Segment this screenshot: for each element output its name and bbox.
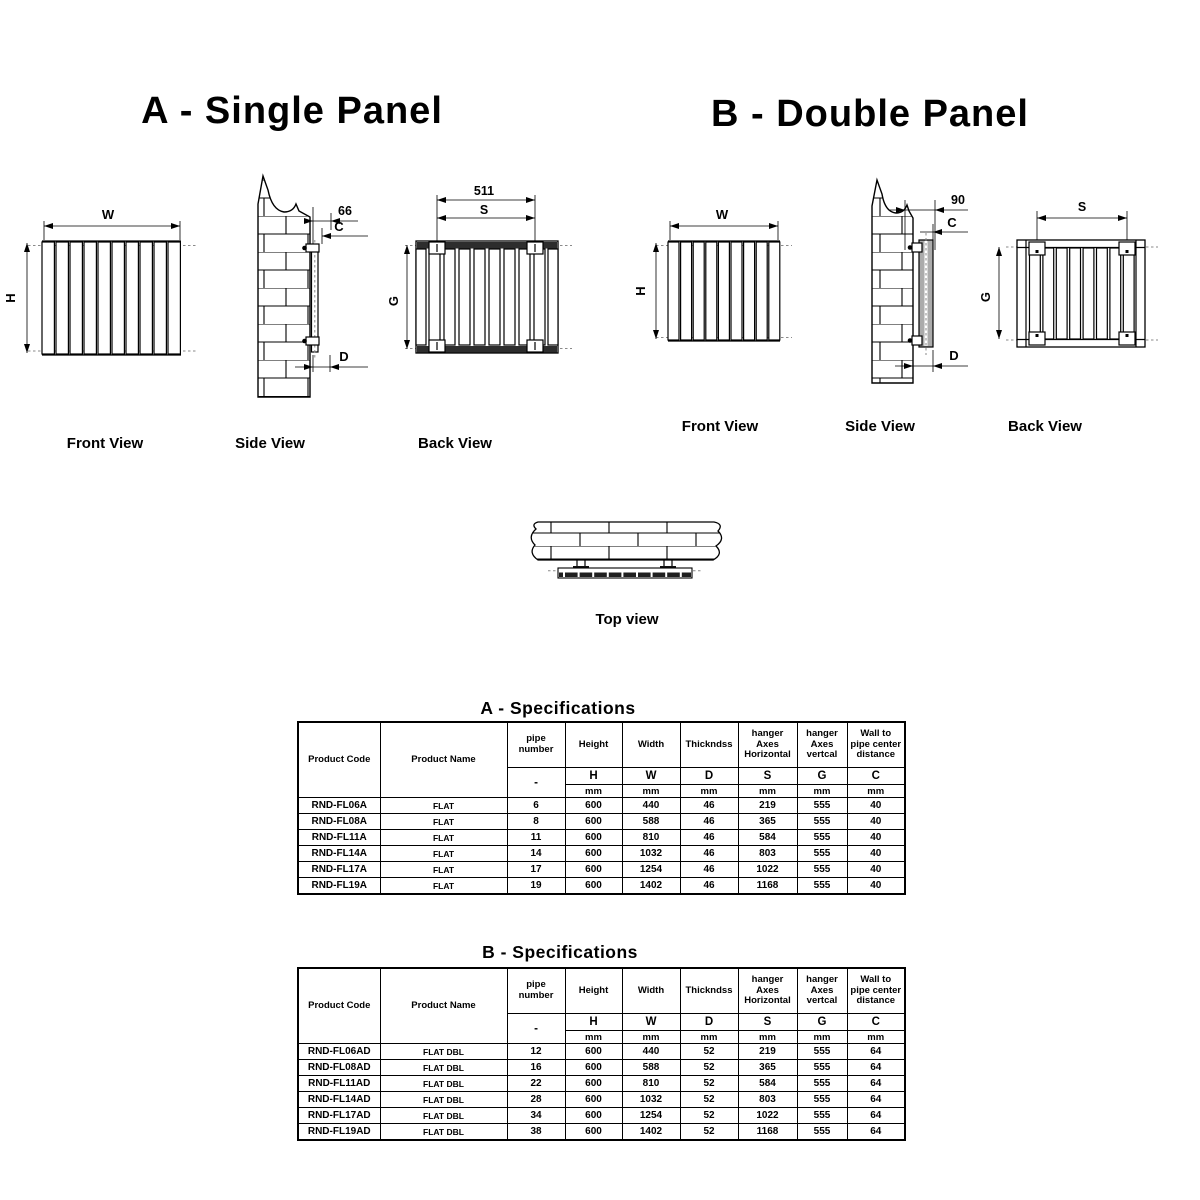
- table-cell: 40: [847, 862, 905, 878]
- dim-label-d: D: [949, 348, 959, 363]
- table-cell: RND-FL17A: [298, 862, 380, 878]
- table-cell: 52: [680, 1044, 738, 1060]
- table-cell: 1022: [738, 1108, 797, 1124]
- table-cell: 555: [797, 814, 847, 830]
- table-cell: 1254: [622, 1108, 680, 1124]
- table-cell: FLAT: [380, 814, 507, 830]
- table-cell: 600: [565, 862, 622, 878]
- table-cell: 8: [507, 814, 565, 830]
- table-cell: 28: [507, 1092, 565, 1108]
- symbol-dash: -: [507, 768, 565, 798]
- col-height: Height: [565, 722, 622, 768]
- col-thickness: Thickndss: [680, 968, 738, 1014]
- symbol-g: G: [797, 1014, 847, 1031]
- wall-section: [872, 180, 913, 383]
- unit-mm: mm: [622, 785, 680, 798]
- table-cell: 52: [680, 1108, 738, 1124]
- panel-a-back-view: [386, 184, 572, 353]
- dim-label-h: H: [3, 293, 18, 303]
- table-cell: FLAT: [380, 862, 507, 878]
- table-cell: 365: [738, 1060, 797, 1076]
- table-cell: 64: [847, 1076, 905, 1092]
- radiator-top-profile: [558, 568, 692, 578]
- spec-b-title: B - Specifications: [482, 942, 638, 962]
- table-cell: 584: [738, 1076, 797, 1092]
- table-cell: 64: [847, 1124, 905, 1141]
- table-cell: 1032: [622, 846, 680, 862]
- table-cell: 11: [507, 830, 565, 846]
- view-label-a-front: Front View: [66, 435, 144, 452]
- panel-b-front-view: [633, 207, 792, 341]
- symbol-c: C: [847, 768, 905, 785]
- table-cell: RND-FL11AD: [298, 1076, 380, 1092]
- symbol-g: G: [797, 768, 847, 785]
- table-cell: 1022: [738, 862, 797, 878]
- table-cell: 600: [565, 1060, 622, 1076]
- table-cell: 440: [622, 798, 680, 814]
- table-cell: 555: [797, 846, 847, 862]
- table-cell: FLAT: [380, 830, 507, 846]
- col-product-code: Product Code: [298, 968, 380, 1044]
- view-label-b-side: Side View: [845, 418, 915, 435]
- table-cell: 46: [680, 878, 738, 895]
- panel-a-side-view: [258, 176, 368, 397]
- symbol-d: D: [680, 768, 738, 785]
- symbol-h: H: [565, 1014, 622, 1031]
- col-height: Height: [565, 968, 622, 1014]
- col-width: Width: [622, 722, 680, 768]
- col-pipe-number: pipe number: [507, 722, 565, 768]
- table-cell: 1032: [622, 1092, 680, 1108]
- table-cell: RND-FL11A: [298, 830, 380, 846]
- table-cell: 46: [680, 814, 738, 830]
- width-dimension: [44, 207, 180, 240]
- dim-label-s: S: [1077, 200, 1087, 214]
- dim-label-c: C: [947, 215, 957, 230]
- symbol-c: C: [847, 1014, 905, 1031]
- table-cell: 600: [565, 1076, 622, 1092]
- panel-a-front-view: [3, 207, 196, 355]
- table-cell: 555: [797, 1108, 847, 1124]
- unit-mm: mm: [797, 1031, 847, 1044]
- unit-mm: mm: [738, 1031, 797, 1044]
- unit-mm: mm: [565, 785, 622, 798]
- table-cell: 34: [507, 1108, 565, 1124]
- table-cell: 22: [507, 1076, 565, 1092]
- dim-label-w: W: [101, 207, 115, 222]
- wall-center-dimension: [322, 219, 368, 244]
- table-cell: 64: [847, 1108, 905, 1124]
- table-cell: 555: [797, 1076, 847, 1092]
- table-cell: 600: [565, 846, 622, 862]
- table-cell: 52: [680, 1092, 738, 1108]
- dim-label-c: C: [334, 219, 344, 234]
- col-hanger-vertical: hanger Axes vertcal: [797, 722, 847, 768]
- table-row: [298, 1092, 905, 1108]
- width-dimension: [670, 207, 778, 240]
- table-cell: 555: [797, 1044, 847, 1060]
- col-hanger-horizontal: hanger Axes Horizontal: [738, 722, 797, 768]
- wall-section: [531, 522, 721, 560]
- table-row: [298, 814, 905, 830]
- table-cell: RND-FL06AD: [298, 1044, 380, 1060]
- table-cell: 17: [507, 862, 565, 878]
- dim-label-90: 90: [951, 193, 965, 207]
- unit-mm: mm: [680, 785, 738, 798]
- table-cell: 52: [680, 1060, 738, 1076]
- table-cell: 1402: [622, 878, 680, 895]
- table-cell: 803: [738, 846, 797, 862]
- panel-b-back-view: [978, 200, 1158, 347]
- table-cell: 555: [797, 1060, 847, 1076]
- table-cell: 19: [507, 878, 565, 895]
- col-product-name: Product Name: [380, 722, 507, 798]
- symbol-h: H: [565, 768, 622, 785]
- table-cell: 40: [847, 846, 905, 862]
- spec-table-a: [297, 721, 906, 895]
- view-label-a-back: Back View: [418, 435, 492, 452]
- col-wall-distance: Wall to pipe center distance: [847, 722, 905, 768]
- symbol-s: S: [738, 768, 797, 785]
- table-cell: RND-FL14AD: [298, 1092, 380, 1108]
- table-cell: 1402: [622, 1124, 680, 1141]
- table-row: [298, 846, 905, 862]
- table-cell: 12: [507, 1044, 565, 1060]
- col-product-name: Product Name: [380, 968, 507, 1044]
- table-cell: 46: [680, 846, 738, 862]
- symbol-w: W: [622, 1014, 680, 1031]
- table-cell: 600: [565, 1124, 622, 1141]
- table-cell: 555: [797, 830, 847, 846]
- dim-label-s: S: [479, 203, 489, 217]
- table-cell: 810: [622, 830, 680, 846]
- table-cell: RND-FL19A: [298, 878, 380, 895]
- panel-a-title: A - Single Panel: [141, 90, 443, 132]
- table-cell: FLAT DBL: [380, 1044, 507, 1060]
- unit-mm: mm: [797, 785, 847, 798]
- col-width: Width: [622, 968, 680, 1014]
- table-cell: 219: [738, 1044, 797, 1060]
- table-row: [298, 1108, 905, 1124]
- table-cell: FLAT: [380, 846, 507, 862]
- table-cell: 555: [797, 1124, 847, 1141]
- table-cell: 52: [680, 1124, 738, 1141]
- table-cell: 64: [847, 1060, 905, 1076]
- spec-a-title: A - Specifications: [480, 698, 636, 718]
- dim-label-w: W: [715, 207, 729, 222]
- view-label-a-side: Side View: [235, 435, 305, 452]
- table-cell: 1168: [738, 878, 797, 895]
- hanger-vertical-dimension: [386, 245, 410, 349]
- view-label-b-back: Back View: [1008, 418, 1082, 435]
- span-dimension: [437, 184, 535, 241]
- view-label-b-front: Front View: [681, 418, 759, 435]
- table-cell: 46: [680, 862, 738, 878]
- table-cell: 440: [622, 1044, 680, 1060]
- col-pipe-number: pipe number: [507, 968, 565, 1014]
- table-cell: 64: [847, 1044, 905, 1060]
- dim-label-511: 511: [473, 184, 495, 198]
- table-cell: 600: [565, 814, 622, 830]
- table-cell: 588: [622, 814, 680, 830]
- symbol-s: S: [738, 1014, 797, 1031]
- table-cell: 40: [847, 814, 905, 830]
- table-cell: 46: [680, 830, 738, 846]
- table-cell: 555: [797, 862, 847, 878]
- table-cell: FLAT: [380, 798, 507, 814]
- unit-mm: mm: [680, 1031, 738, 1044]
- radiator-slats: [668, 241, 780, 341]
- dim-label-g: G: [386, 295, 401, 307]
- table-cell: 46: [680, 798, 738, 814]
- symbol-w: W: [622, 768, 680, 785]
- col-product-code: Product Code: [298, 722, 380, 798]
- table-cell: FLAT DBL: [380, 1092, 507, 1108]
- panel-b-side-view: [872, 180, 968, 383]
- spec-b-body: [298, 1044, 905, 1141]
- top-view-drawing: [531, 522, 721, 578]
- height-dimension: [3, 243, 30, 353]
- table-cell: 588: [622, 1060, 680, 1076]
- table-cell: 600: [565, 1092, 622, 1108]
- table-row: [298, 830, 905, 846]
- table-cell: RND-FL17AD: [298, 1108, 380, 1124]
- span-dimension: [1037, 200, 1127, 240]
- table-row: [298, 798, 905, 814]
- table-row: [298, 878, 905, 895]
- table-cell: 14: [507, 846, 565, 862]
- table-cell: 52: [680, 1076, 738, 1092]
- col-hanger-vertical: hanger Axes vertcal: [797, 968, 847, 1014]
- radiator-slats: [42, 241, 181, 355]
- table-cell: 40: [847, 798, 905, 814]
- table-cell: 6: [507, 798, 565, 814]
- col-wall-distance: Wall to pipe center distance: [847, 968, 905, 1014]
- table-cell: 600: [565, 1044, 622, 1060]
- table-cell: RND-FL19AD: [298, 1124, 380, 1141]
- table-cell: RND-FL06A: [298, 798, 380, 814]
- dim-label-66: 66: [338, 204, 352, 218]
- view-label-top: Top view: [595, 611, 659, 628]
- unit-mm: mm: [622, 1031, 680, 1044]
- table-cell: FLAT DBL: [380, 1060, 507, 1076]
- table-cell: RND-FL08AD: [298, 1060, 380, 1076]
- table-cell: 600: [565, 1108, 622, 1124]
- unit-mm: mm: [847, 785, 905, 798]
- table-row: [298, 862, 905, 878]
- table-row: [298, 1076, 905, 1092]
- table-cell: 38: [507, 1124, 565, 1141]
- panel-b-title: B - Double Panel: [711, 93, 1029, 135]
- table-cell: FLAT: [380, 878, 507, 895]
- unit-mm: mm: [847, 1031, 905, 1044]
- spec-a-body: [298, 798, 905, 895]
- height-dimension: [633, 243, 659, 339]
- dim-label-g: G: [978, 291, 993, 303]
- table-cell: FLAT DBL: [380, 1076, 507, 1092]
- col-thickness: Thickndss: [680, 722, 738, 768]
- wall-section: [258, 176, 310, 397]
- table-cell: FLAT DBL: [380, 1124, 507, 1141]
- table-cell: 803: [738, 1092, 797, 1108]
- spec-table-b: [297, 967, 906, 1141]
- unit-mm: mm: [738, 785, 797, 798]
- table-cell: 1168: [738, 1124, 797, 1141]
- dim-label-h: H: [633, 286, 648, 296]
- table-cell: 219: [738, 798, 797, 814]
- table-cell: 600: [565, 878, 622, 895]
- table-cell: RND-FL08A: [298, 814, 380, 830]
- table-cell: 16: [507, 1060, 565, 1076]
- symbol-dash: -: [507, 1014, 565, 1044]
- table-row: [298, 1060, 905, 1076]
- table-cell: FLAT DBL: [380, 1108, 507, 1124]
- table-row: [298, 1124, 905, 1141]
- table-cell: 584: [738, 830, 797, 846]
- dim-label-d: D: [339, 349, 349, 364]
- table-cell: 555: [797, 878, 847, 895]
- table-cell: 365: [738, 814, 797, 830]
- col-hanger-horizontal: hanger Axes Horizontal: [738, 968, 797, 1014]
- table-cell: 64: [847, 1092, 905, 1108]
- table-cell: 600: [565, 830, 622, 846]
- table-cell: 40: [847, 830, 905, 846]
- table-cell: 555: [797, 798, 847, 814]
- unit-mm: mm: [565, 1031, 622, 1044]
- table-cell: 600: [565, 798, 622, 814]
- table-cell: 555: [797, 1092, 847, 1108]
- table-cell: 1254: [622, 862, 680, 878]
- table-cell: 810: [622, 1076, 680, 1092]
- hanger-vertical-dimension: [978, 247, 1002, 339]
- table-cell: 40: [847, 878, 905, 895]
- table-row: [298, 1044, 905, 1060]
- symbol-d: D: [680, 1014, 738, 1031]
- table-cell: RND-FL14A: [298, 846, 380, 862]
